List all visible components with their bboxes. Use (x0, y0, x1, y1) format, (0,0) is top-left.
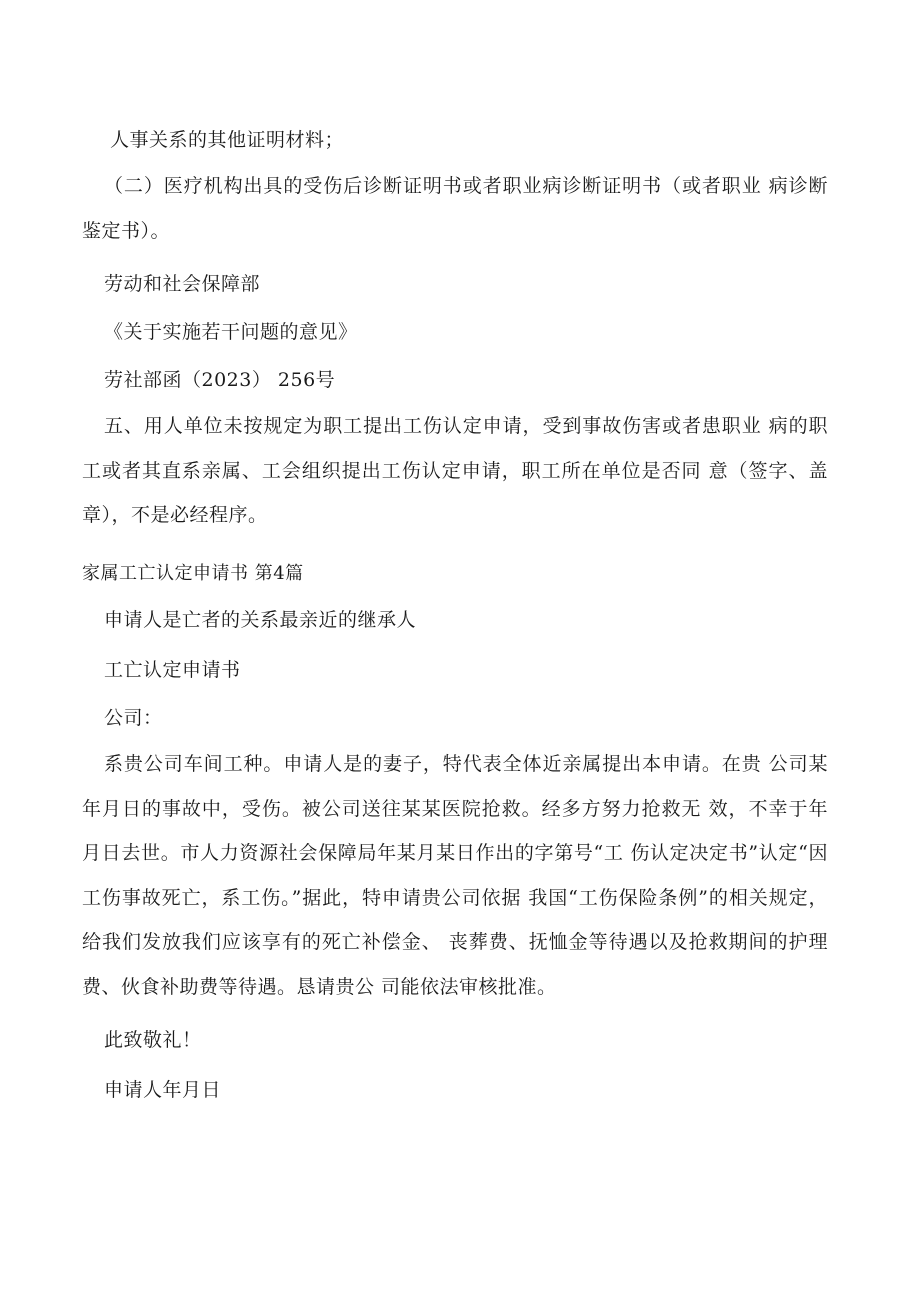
section-heading: 家属工亡认定申请书 第4篇 (82, 563, 304, 584)
text-line-opinion-title: 《关于实施若干问题的意见》 (104, 321, 358, 343)
text-line-materials: 人事关系的其他证明材料； (110, 129, 345, 151)
text-line-ministry: 劳动和社会保障部 (104, 273, 261, 295)
text-line-applicant-note: 申请人是亡者的关系最亲近的继承人 (104, 609, 417, 631)
text-line-form-title: 工亡认定申请书 (104, 659, 241, 681)
text-line-document-number: 劳社部函（2023） 256号 (104, 369, 336, 391)
paragraph-medical-certificate: （二）医疗机构出具的受伤后诊断证明书或者职业病诊断证明书（或者职业 病诊断鉴定书）。 (82, 175, 828, 242)
paragraph-article-five: 五、用人单位未按规定为职工提出工伤认定申请，受到事故伤害或者患职业 病的职工或者其直系亲属、工会组织提出工伤认定申请，职工所在单位是否同 意（签字、盖章），不是必经程序。 (82, 415, 828, 526)
paragraph-application-body: 系贵公司车间工种。申请人是的妻子，特代表全体近亲属提出本申请。在贵 公司某年月日的事故中，受伤。被公司送往某某医院抢救。经多方努力抢救无 效，不幸于年月日去世。市人力资源社会保障局年某月某日作出的字第号“工 伤认定决定书”认定“因工伤事故死亡，系工伤。”据此，特申请贵公司依据 我国“工伤保险条例”的相关规定，给我们发放我们应该享有的死亡补偿金、 丧葬费、抚恤金等待遇以及抢救期间的护理费、伙食补助费等待遇。恳请贵公 司能依法审核批准。 (82, 753, 828, 998)
text-line-salutation: 公司： (104, 707, 163, 729)
text-line-closing: 此致敬礼！ (104, 1029, 202, 1051)
text-line-signature-date: 申请人年月日 (104, 1079, 222, 1101)
